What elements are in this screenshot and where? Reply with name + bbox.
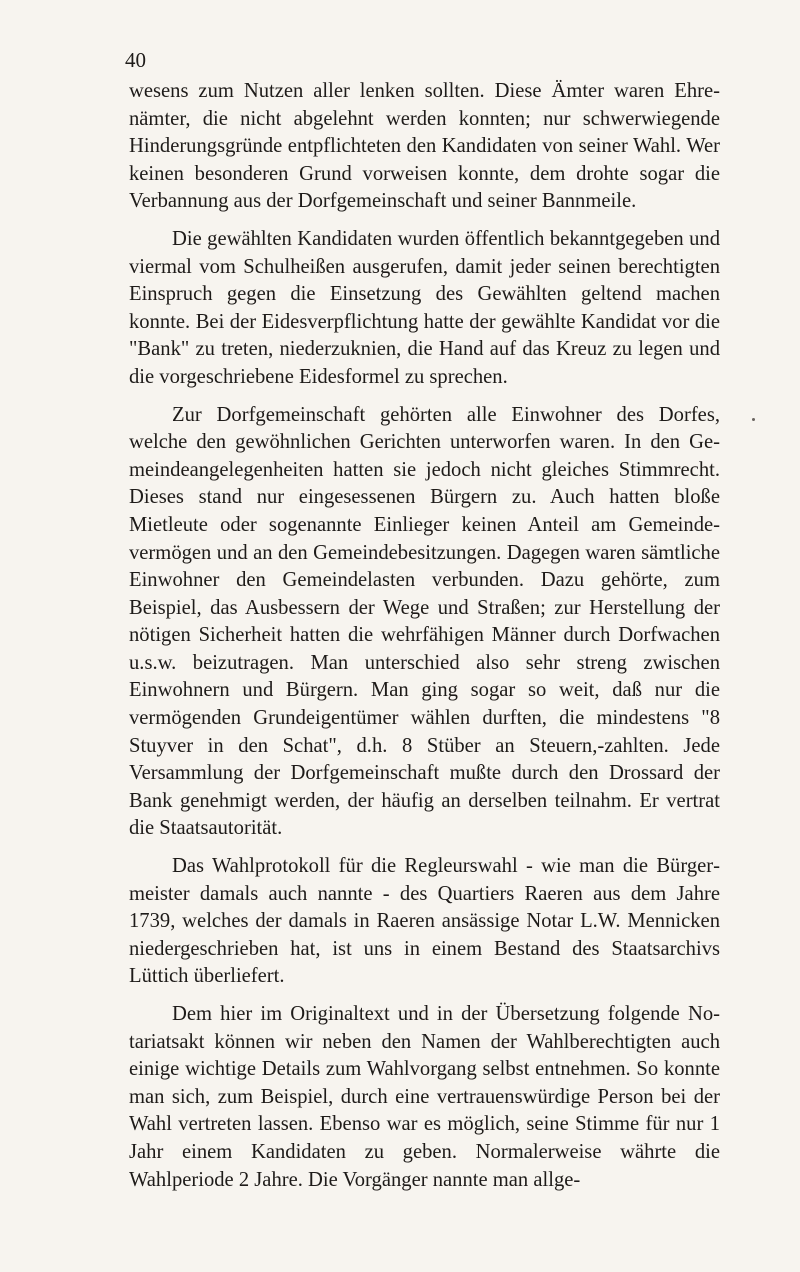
paragraph-5: Dem hier im Originaltext und in der Übersetzung folgende Notariatsakt können wir neben den Namen der Wahlberechtigten auch einige wichtige Details zum Wahlvorgang selbst entnehmen. So konnte man sich, zum Beispiel, durch eine vertrauenswürdige Person bei der Wahl vertreten lassen. Ebenso war es möglich, seine Stimme für nur 1 Jahr einem Kandidaten zu geben. Normalerweise währte die Wahlperiode 2 Jahre. Die Vorgänger nannte man allge- — [129, 1003, 720, 1191]
paper-speck — [752, 418, 755, 421]
paragraph-2: Die gewählten Kandidaten wurden öffentlich bekanntgegeben und viermal vom Schulheißen ausgerufen, damit jeder seinen berechtigten Einspruch gegen die Einsetzung des Gewählten geltend machen konnte. Bei der Eidesverpflichtung hatte der gewählte Kandidat vor die "Bank" zu treten, niederzuknien, die Hand auf das Kreuz zu legen und die vorgeschriebene Eidesformel zu sprechen. — [129, 227, 720, 388]
body-text — [129, 78, 720, 1194]
paragraph-4: Das Wahlprotokoll für die Regleurswahl - wie man die Bürgermeister damals auch nannte - des Quartiers Raeren aus dem Jahre 1739, welches der damals in Raeren ansässige Notar L.W. Mennicken niedergeschrieben hat, ist uns in einem Bestand des Staatsarchivs Lüttich überliefert. — [129, 855, 720, 988]
paragraph-3: Zur Dorfgemeinschaft gehörten alle Einwohner des Dorfes, welche den gewöhnlichen Gerichten unterworfen waren. In den Gemeindeangelegenheiten hatten sie jedoch nicht gleiches Stimmrecht. Dieses stand nur eingesessenen Bürgern zu. Auch hatten bloße Mietleute oder sogenannte Einlieger keinen Anteil am Gemeindevermögen und an den Gemeindebesitzungen. Dagegen waren sämtliche Einwohner den Gemeindelasten verbunden. Dazu gehörte, zum Beispiel, das Ausbessern der Wege und Straßen; zur Herstellung der nötigen Sicherheit hatten die wehrfähigen Männer durch Dorfwachen u.s.w. beizutragen. Man unterschied also sehr streng zwischen Einwohnern und Bürgern. Man ging sogar so weit, daß nur die vermögenden Grundeigentümer wählen durften, die mindestens "8 Stuyver in den Schat", d.h. 8 Stüber an Steuern,-zahlten. Jede Versammlung der Dorfgemeinschaft mußte durch den Drossard der Bank genehmigt werden, der häufig an derselben teilnahm. Er vertrat die Staatsautorität. — [129, 403, 720, 840]
paragraph-1: wesens zum Nutzen aller lenken sollten. Diese Ämter waren Ehrenämter, die nicht abgelehnt werden konnten; nur schwerwiegende Hinderungsgründe entpflichteten den Kandidaten von seiner Wahl. Wer keinen besonderen Grund vorweisen konnte, dem drohte sogar die Verbannung aus der Dorfgemeinschaft und seiner Bannmeile. — [129, 80, 720, 213]
page-number: 40 — [125, 48, 146, 72]
